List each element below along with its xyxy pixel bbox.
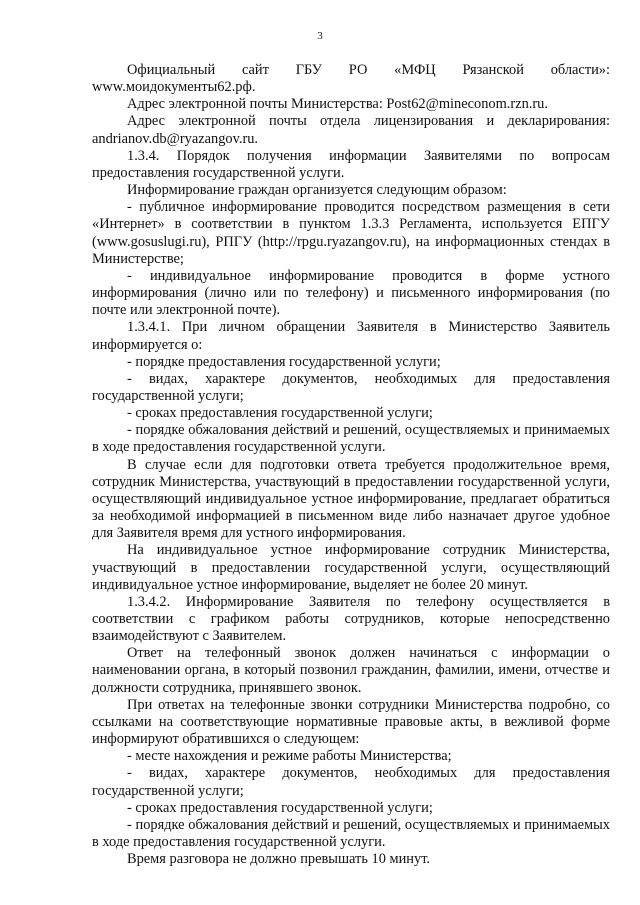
list-item-procedure: - порядке предоставления государственной услуги; xyxy=(127,353,441,370)
list-item-individual-informing: - индивидуальное информирование проводится в форме устного информирования (лично или по телефону) и письменного информирования (по почте или электронной почте). xyxy=(92,267,610,319)
list-item-appeals: - порядке обжалования действий и решений, осуществляемых и принимаемых в ходе предоставления государственной услуги. xyxy=(92,422,610,456)
section-heading-1-3-4-1: 1.3.4.1. При личном обращении Заявителя в Министерство Заявитель информируется о: xyxy=(92,319,610,353)
list-item-deadlines-phone: - сроках предоставления государственной услуги; xyxy=(127,799,433,816)
list-item-deadlines: - сроках предоставления государственной услуги; xyxy=(127,405,433,422)
paragraph-informing-intro: Информирование граждан организуется следующим образом: xyxy=(127,182,507,199)
paragraph-phone-answer: Ответ на телефонный звонок должен начинаться с информации о наименовании органа, в который позвонил гражданин, фамилии, имени, отчестве и должности сотрудника, принявшего звонок. xyxy=(92,645,610,696)
paragraph-phone-details: При ответах на телефонные звонки сотрудники Министерства подробно, со ссылками на соответствующие нормативные правовые акты, в вежливой форме информируют обратившихся о следующем: xyxy=(92,696,610,748)
list-item-documents: - видах, характере документов, необходимых для предоставления государственной услуги; xyxy=(92,370,610,404)
list-item-location: - месте нахождения и режиме работы Министерства; xyxy=(127,748,452,765)
paragraph-long-answer: В случае если для подготовки ответа требуется продолжительное время, сотрудник Министерства, участвующий в предоставлении государственной услуги, осуществляющий индивидуальное устное информирование, предлагает обратиться за необходимой информацией в письменном виде либо назначает другое удобное для Заявителя время для устного информирования. xyxy=(92,456,610,542)
list-item-public-informing: - публичное информирование проводится посредством размещения в сети «Интернет» в соответствии в пунктом 1.3.3 Регламента, используется ЕПГУ (www.gosuslugi.ru), РПГУ (http://rpgu.ryazangov.ru), на информационных стендах в Министерстве; xyxy=(92,199,610,267)
page-number: 3 xyxy=(317,30,323,42)
paragraph-call-duration: Время разговора не должно превышать 10 минут. xyxy=(127,851,431,868)
paragraph-time-limit: На индивидуальное устное информирование сотрудник Министерства, участвующий в предоставлении государственной услуги, осуществляющий индивидуальное устное информирование, выделяет не более 20 минут. xyxy=(92,542,610,593)
paragraph-ministry-email: Адрес электронной почты Министерства: Post62@mineconom.rzn.ru. xyxy=(127,96,548,113)
section-heading-1-3-4: 1.3.4. Порядок получения информации Заявителями по вопросам предоставления государственной услуги. xyxy=(92,147,610,181)
paragraph-official-site: Официальный сайт ГБУ РО «МФЦ Рязанской области»: www.моидокументы62.рф. xyxy=(92,62,610,96)
list-item-appeals-phone: - порядке обжалования действий и решений, осуществляемых и принимаемых в ходе предоставления государственной услуги. xyxy=(92,816,610,851)
paragraph-licensing-email: Адрес электронной почты отдела лицензирования и декларирования: andrianov.db@ryazangov.ru. xyxy=(92,113,610,147)
document-body xyxy=(92,62,610,868)
section-heading-1-3-4-2: 1.3.4.2. Информирование Заявителя по телефону осуществляется в соответствии с графиком работы сотрудников, которые непосредственно взаимодействуют с Заявителем. xyxy=(92,593,610,645)
list-item-documents-phone: - видах, характере документов, необходимых для предоставления государственной услуги; xyxy=(92,765,610,799)
